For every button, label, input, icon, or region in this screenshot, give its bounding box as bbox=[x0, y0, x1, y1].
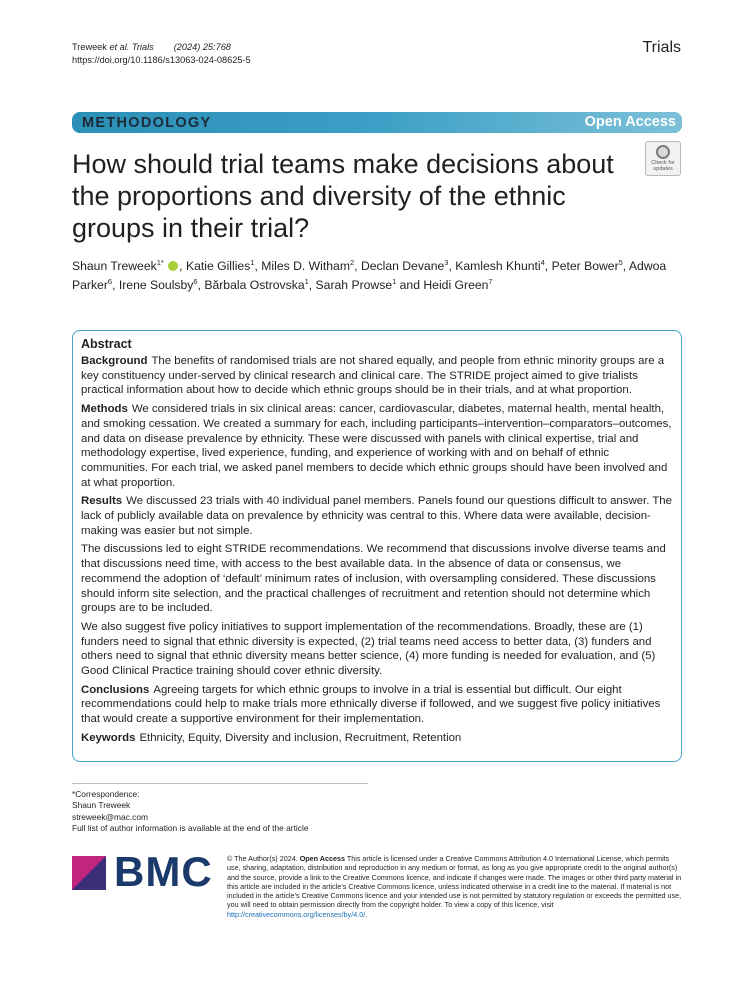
check-updates-line1: Check for bbox=[651, 160, 675, 166]
license-url-link[interactable]: http://creativecommons.org/licenses/by/4.0/ bbox=[227, 909, 366, 919]
copyright-prefix: © The Author(s) 2024. bbox=[227, 854, 298, 863]
check-updates-line2: updates bbox=[653, 166, 673, 172]
correspondence-name: Shaun Treweek bbox=[72, 800, 131, 811]
doi-link[interactable]: https://doi.org/10.1186/s13063-024-08625-5 bbox=[72, 54, 251, 65]
author-name[interactable]: Bărbala Ostrovska bbox=[204, 278, 305, 292]
keywords-label: Keywords bbox=[81, 731, 136, 744]
author-affiliation: 1 bbox=[392, 277, 397, 286]
methods-label: Methods bbox=[81, 403, 128, 416]
license-suffix: . bbox=[365, 909, 368, 919]
abstract-results-p3: We also suggest five policy initiatives to support implementation of the recommendations. Broadly, these are (1) funders need to signal that ethnic diversity is expected, (2) trial teams need access to better data, (3) funders and others need to signal that ethnic diversity means better science, (4) more funding is needed for evaluation, and (5) Good Clinical Practice training should cover ethnic diversity. bbox=[81, 620, 656, 678]
footnote-divider bbox=[72, 783, 368, 784]
author-affiliation: 7 bbox=[488, 277, 493, 286]
author-name[interactable]: Shaun Treweek bbox=[72, 259, 157, 273]
open-access-label: Open Access bbox=[584, 114, 676, 130]
author-name[interactable]: Sarah Prowse bbox=[315, 278, 393, 292]
abstract-keywords bbox=[81, 731, 673, 746]
abstract-background bbox=[81, 354, 673, 398]
license-open-access: Open Access bbox=[299, 854, 345, 863]
correspondence-email[interactable]: streweek@mac.com bbox=[72, 811, 148, 822]
correspondence-label: *Correspondence: bbox=[72, 789, 140, 799]
author-affiliation: 1* bbox=[156, 258, 164, 267]
author-name[interactable]: Irene Soulsby bbox=[118, 278, 194, 292]
journal-name: Trials bbox=[642, 39, 681, 56]
author-affiliation: 1 bbox=[250, 258, 255, 267]
author-name[interactable]: Miles D. Witham bbox=[261, 259, 350, 273]
author-affiliation: 4 bbox=[540, 258, 545, 267]
check-for-updates-badge[interactable] bbox=[645, 141, 681, 176]
author-name[interactable]: Kamlesh Khunti bbox=[455, 259, 541, 273]
abstract-heading: Abstract bbox=[81, 337, 132, 351]
results-label: Results bbox=[81, 495, 123, 508]
article-type-banner bbox=[72, 112, 682, 133]
author-affiliation: 5 bbox=[618, 258, 623, 267]
bmc-mark-icon bbox=[72, 856, 106, 890]
citation-etal: et al. Trials bbox=[109, 42, 154, 52]
license-text bbox=[227, 854, 683, 919]
author-name[interactable]: Adwoa Parker bbox=[72, 259, 667, 292]
abstract-results-p2: The discussions led to eight STRIDE recommendations. We recommend that discussions involve diverse teams and that discussions need time, with access to the best available data. In the absence of data or consensus, we recommend the adoption of ‘default’ minimum rates of inclusion, with oversampling considered. These discussions should inform site selection, and the practical challenges of recruitment and retention should not determine which groups are to be included. bbox=[81, 543, 666, 615]
bmc-logo[interactable] bbox=[72, 848, 222, 902]
abstract-conclusions bbox=[81, 683, 673, 727]
author-affiliation: 6 bbox=[193, 277, 198, 286]
article-category: METHODOLOGY bbox=[82, 115, 212, 131]
correspondence-block bbox=[72, 789, 309, 834]
results-text: We discussed 23 trials with 40 individual panel members. Panels found our questions difficult to answer. The lack of publicly available data on prevalence by ethnicity was central to this. Where data were available, decision-making was easier but not simple. bbox=[81, 495, 672, 537]
conclusions-label: Conclusions bbox=[81, 683, 150, 696]
orcid-icon[interactable] bbox=[168, 261, 178, 271]
abstract-methods bbox=[81, 402, 673, 490]
background-text: The benefits of randomised trials are not shared equally, and people from ethnic minority groups are a key constituency under-served by clinical research and clinical care. The STRIDE project aimed to give trialists practical information about how to decide which ethnic groups should be in their trials, and at what proportion. bbox=[81, 355, 665, 397]
abstract-results bbox=[81, 494, 673, 538]
conclusions-text: Agreeing targets for which ethnic groups to involve in a trial is essential but difficult. Our eight recommendations could help to make trials more ethnically diverse if followed, and we suggest five policy initiatives that would create a supportive environment for their implementation. bbox=[81, 683, 661, 726]
citation-year: (2024) 25:768 bbox=[173, 42, 231, 52]
article-title: How should trial teams make decisions about the proportions and diversity of the ethnic groups in their trial? bbox=[72, 149, 614, 243]
author-affiliation: 6 bbox=[107, 277, 113, 286]
bmc-logo-text: BMC bbox=[114, 848, 213, 895]
author-list: Shaun Treweek$^{1*}$ , Katie Gillies$^1$, Miles D. Witham$^2$, Declan Devane$^3$, Kamlesh Khunti$^4$, Peter Bower$^5$, Adwoa Parker$^6$, Irene Soulsby$^6$, Bărbala Ostrovska$^1$, Sarah Prowse$^1$ and Heidi Green$^7$ bbox=[72, 258, 667, 292]
citation-authors: Treweek bbox=[72, 42, 110, 52]
license-body: This article is licensed under a Creative Commons Attribution 4.0 International License, which permits use, sharing, adaptation, distribution and reproduction in any medium or format, as long as you give appropriate credit to the original author(s) and the source, provide a link to the Creative Commons licence, and indicate if changes were made. The images or other third party material in this article are included in the article’s Creative Commons licence, unless indicated otherwise in a credit line to the material. If material is not included in the article’s Creative Commons licence and your intended use is not permitted by statutory regulation or exceeds the permitted use, you will need to obtain permission directly from the copyright holder. To view a copy of this licence, visit bbox=[227, 854, 682, 910]
author-name[interactable]: Heidi Green bbox=[423, 278, 489, 292]
author-affiliation: 3 bbox=[444, 258, 449, 267]
author-name[interactable]: Declan Devane bbox=[360, 259, 445, 273]
background-label: Background bbox=[81, 355, 148, 367]
author-joiner: and bbox=[396, 278, 424, 292]
author-name[interactable]: Peter Bower bbox=[551, 259, 619, 273]
running-header bbox=[72, 41, 251, 66]
check-updates-icon bbox=[656, 145, 670, 159]
author-info-note: Full list of author information is available at the end of the article bbox=[72, 822, 309, 833]
author-affiliation: 1 bbox=[304, 277, 309, 286]
author-affiliation: 2 bbox=[349, 258, 355, 267]
keywords-text: Ethnicity, Equity, Diversity and inclusion, Recruitment, Retention bbox=[139, 731, 462, 744]
abstract-box bbox=[72, 330, 682, 762]
methods-text: We considered trials in six clinical areas: cancer, cardiovascular, diabetes, maternal health, mental health, and smoking cessation. We created a summary for each, including participants–intervention–comparators–outcomes, and data on disease prevalence by ethnicity. These were discussed with panels with clinical expertise, trial and methodology expertise, lived experience, funding, and experience of working with and on behalf of ethnic communities. For each trial, we asked panel members to decide which ethnic groups should have been involved and at what proportion. bbox=[81, 403, 672, 489]
author-name[interactable]: Katie Gillies bbox=[185, 259, 251, 273]
